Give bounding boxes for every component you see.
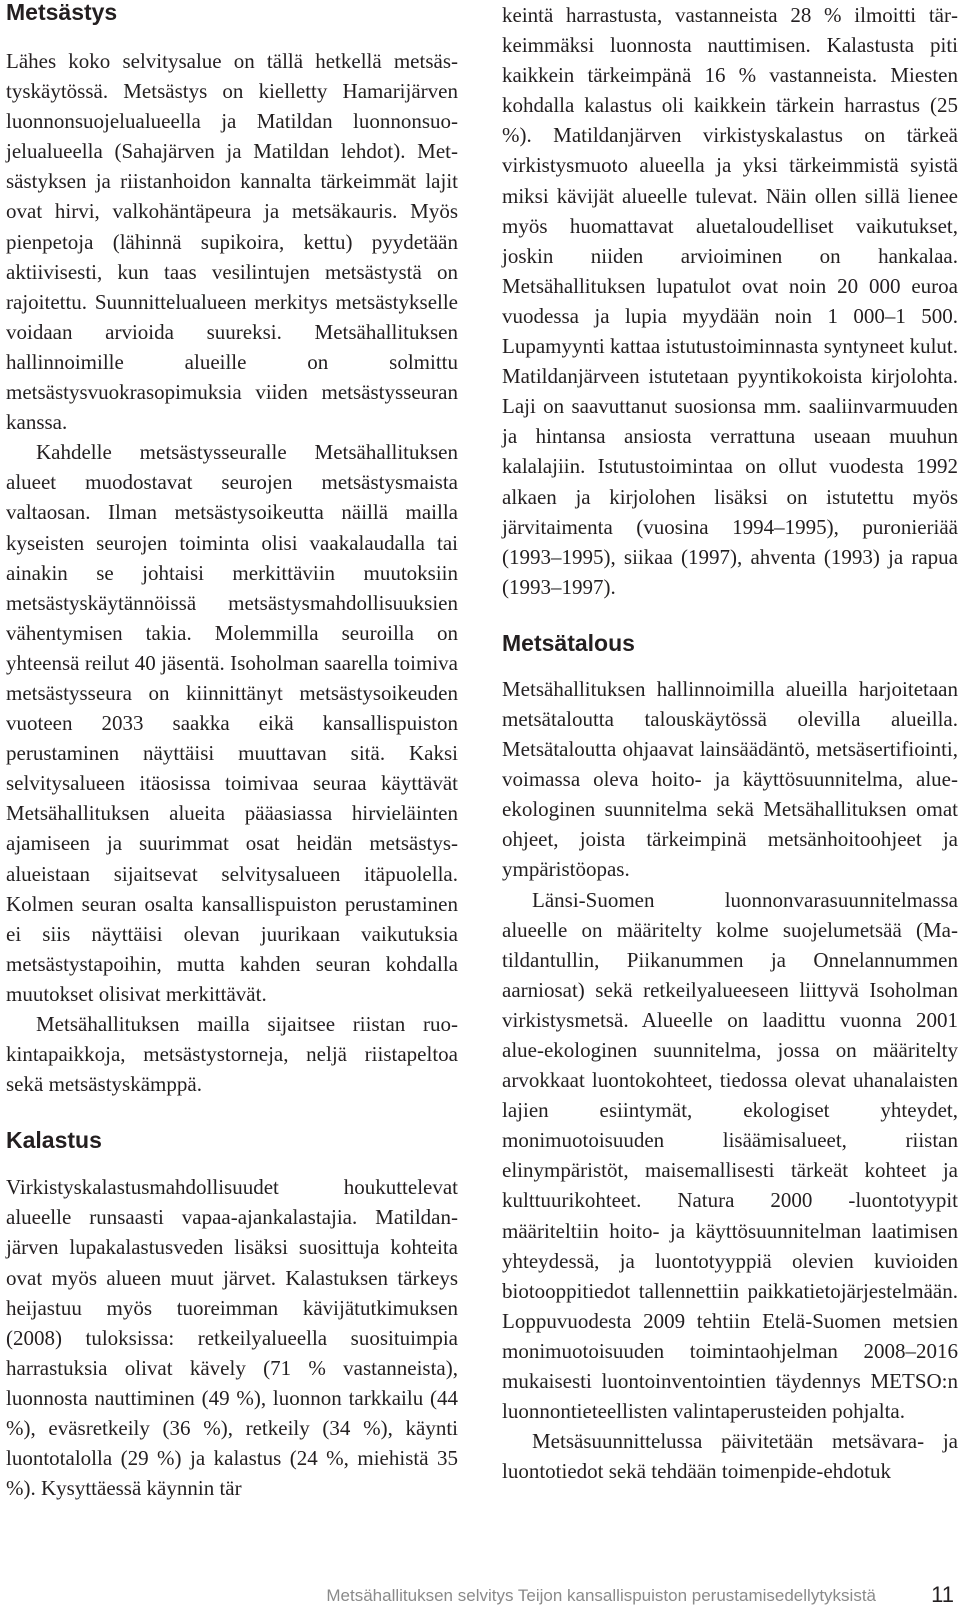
paragraph-metsastys-1: Lähes koko selvitysalue on tällä hetkellä metsästyskäytössä. Metsästys on kielletty Hamarijärven luonnonsuojelualueella ja Matildan luonnonsuojelualueella (Sahajärven ja Matildan lehdot). Metsästyksen ja riistanhoidon kannalta tärkeimmät lajit ovat hirvi, valkohäntäpeura ja metsäkauris. Myös pienpetoja (lähinnä supikoira, kettu) pyydetään aktiivisesti, kun taas vesilintujen metsästystä on rajoitettu. Suunnittelualueen merkitys metsästykselle voidaan arvioida suureksi. Metsähallituksen hallinnoimille alueille on solmittu metsästysvuokrasopimuksia viiden metsästysseuran kanssa. (6, 49, 458, 435)
paragraph-metsatalous-3: Metsäsuunnittelussa päivitetään metsävara- ja luontotiedot sekä tehdään toimenpide-ehdotuk (502, 1429, 958, 1484)
heading-metsastys: Metsästys (6, 0, 118, 25)
footer-title: Metsähallituksen selvitys Teijon kansallispuiston perustamisedellytyksistä (326, 1586, 876, 1605)
paragraph-metsatalous-2: Länsi-Suomen luonnonvarasuunnitelmassa alueelle on määritelty kolme suojelumetsää (Matildantullin, Piikanummen ja Onnelannummen aarniosat) sekä retkeilyalueeseen liittyvä Isoholman virkistysmetsä. Alueelle on laadittu vuonna 2001 alue-ekologinen suunnitelma, jossa on määritelty arvokkaat luontokohteet, tiedossa olevat uhanalaisten lajien esiintymät, ekologiset yhteydet, monimuotoisuuden lisäämisalueet, riistan elinympäristöt, maisemallisesti tärkeät kohteet ja kulttuurikohteet. Natura 2000 -luontotyypit määriteltiin hoito- ja käyttösuunnitelman laatimisen yhteydessä, ja luontotyyppiä olevien kuvioiden biotooppitiedot tallennettiin paikkatietojärjestelmään. Loppuvuodesta 2009 tehtiin Etelä-Suomen metsien monimuotoisuuden toimintaohjelman 2008–2016 mukaisesti luontoinventointien täydennys METSO:n luonnontieteellisten valintaperusteiden pohjalta. (502, 887, 958, 1424)
heading-kalastus: Kalastus (6, 1127, 102, 1154)
page-number: 11 (931, 1582, 954, 1607)
left-column (6, 0, 458, 1503)
heading-metsatalous: Metsätalous (502, 629, 635, 656)
paragraph-metsastys-3: Metsähallituksen mailla sijaitsee riistan ruokintapaikkoja, metsästystorneja, neljä riistapeltoa sekä metsästyskämppä. (6, 1012, 458, 1097)
paragraph-kalastus-1-continued: keintä harrastusta, vastanneista 28 % ilmoitti tärkeimmäksi luonnosta nauttimisen. Kalastusta piti kaikkein tärkeimpänä 16 % vastanneista. Miesten kohdalla kalastus oli kaikkein tärkein harrastus (25 %). Matildanjärven virkistyskalastus on tärkeä virkistysmuoto alueella ja yksi tärkeimmistä syistä miksi kävijät alueelle tulevat. Näin ollen sillä lienee myös huomattavat aluetaloudelliset vaikutukset, joskin niiden arvioiminen on hankalaa. Metsähallituksen lupatulot ovat noin 20 000 euroa vuodessa ja lupia myydään noin 1 000–1 500. Lupamyynti kattaa istutustoiminnasta syntyneet kulut. Matildanjärveen istutetaan pyyntikokoista kirjolohta. Laji on saavuttanut suosionsa mm. saaliinvarmuuden ja hintansa ansiosta verrattuna useaan muuhun kalalajiin. Istutustoimintaa on ollut vuodesta 1992 alkaen ja kirjolohen lisäksi on istutettu myös järvitaimenta (vuosina 1994–1995), puronieriää (1993–1995), siikaa (1997), ahventa (1993) ja rapua (1993–1997). (502, 3, 958, 599)
right-column (502, 0, 958, 1486)
paragraph-metsastys-2: Kahdelle metsästysseuralle Metsähallituksen alueet muodostavat seurojen metsästysmaista valtaosan. Ilman metsästysoikeutta näillä mailla kyseisten seurojen toiminta olisi vaakalaudalla tai ainakin se johtaisi merkittäviin muutoksiin metsästyskäytännöissä metsästysmahdollisuuksien vähentymisen takia. Molemmilla seuroilla on yhteensä reilut 40 jäsentä. Isoholman saarella toimiva metsästysseura on kiinnittänyt metsästysoikeuden vuoteen 2033 saakka eikä kansallispuiston perustaminen näyttäisi muuttavan sitä. Kaksi selvitysalueen itäosissa toimivaa seuraa käyttävät Metsähallituksen alueita pääasiassa hirvieläinten ajamiseen ja suurimmat osat heidän metsästysalueistaan sijaitsevat selvitysalueen itäpuolella. Kolmen seuran osalta kansallispuiston perustaminen ei siis näyttäisi olevan juurikaan vaikutuksia metsästystapoihin, mutta kahden seuran kohdalla muutokset olisivat merkittävät. (6, 440, 458, 1006)
paragraph-kalastus-1: Virkistyskalastusmahdollisuudet houkuttelevat alueelle runsaasti vapaa-ajankalastajia. Matildanjärven lupakalastusveden lisäksi suosittuja kohteita ovat myös alueen muut järvet. Kalastuksen tärkeys heijastuu myös tuoreimman kävijätutkimuksen (2008) tuloksissa: retkeilyalueella suosituimpia harrastuksia olivat kävely (71 % vastanneista), luonnosta nauttiminen (49 %), luonnon tarkkailu (44 %), eväsretkeily (36 %), retkeily (34 %), käynti luontotalolla (29 %) ja kalastus (24 %, miehistä 35 %). Kysyttäessä käynnin tär (6, 1175, 458, 1501)
paragraph-metsatalous-1: Metsähallituksen hallinnoimilla alueilla harjoitetaan metsätaloutta talouskäytössä olevilla alueilla. Metsätaloutta ohjaavat lainsäädäntö, metsäsertifiointi, voimassa oleva hoito- ja käyttösuunnitelma, alue-ekologinen suunnitelma sekä Metsähallituksen omat ohjeet, joista tärkeimpinä metsänhoitoohjeet ja ympäristöopas. (502, 676, 958, 882)
